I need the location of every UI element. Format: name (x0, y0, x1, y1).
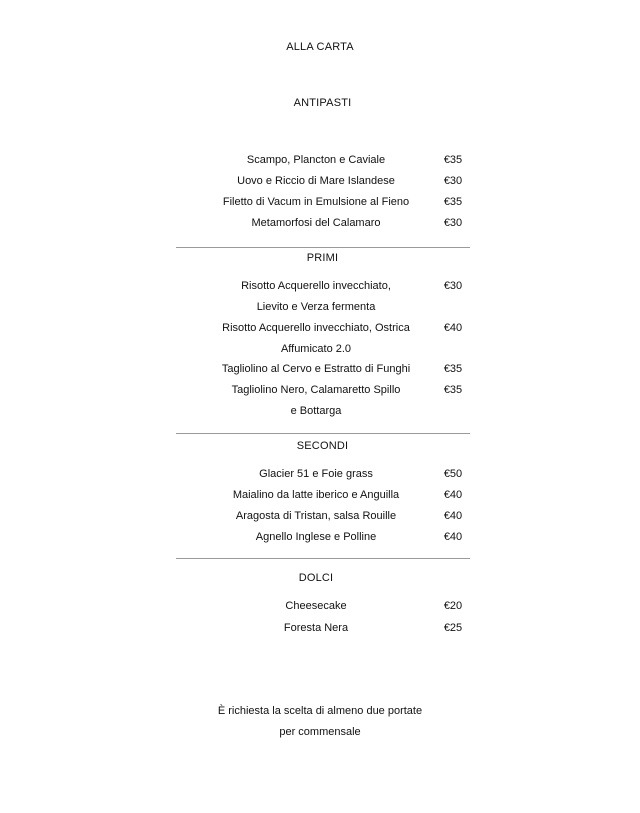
menu-item-name-cont: Lievito e Verza fermenta (256, 301, 376, 313)
menu-item-name: Uovo e Riccio di Mare Islandese (237, 175, 395, 187)
secondi-heading: SECONDI (296, 440, 349, 452)
menu-item-name: Scampo, Plancton e Caviale (246, 154, 386, 166)
section-divider (176, 433, 470, 434)
menu-item-price: €40 (443, 322, 463, 334)
footer-note: È richiesta la scelta di almeno due portate (217, 705, 423, 717)
menu-item-name: Glacier 51 e Foie grass (259, 468, 373, 480)
menu-item-name: Agnello Inglese e Polline (255, 531, 377, 543)
menu-title: ALLA CARTA (286, 41, 354, 53)
menu-item-price: €40 (443, 510, 463, 522)
menu-item-name-cont: e Bottarga (290, 405, 342, 417)
menu-item-name: Risotto Acquerello invecchiato, Ostrica (222, 322, 410, 334)
menu-item-name: Metamorfosi del Calamaro (251, 217, 381, 229)
menu-item-name: Filetto di Vacum in Emulsione al Fieno (222, 196, 410, 208)
menu-item-name: Cheesecake (285, 600, 347, 612)
menu-item-name: Maialino da latte iberico e Anguilla (232, 489, 400, 501)
menu-item-name: Risotto Acquerello invecchiato, (241, 280, 391, 292)
menu-item-price: €30 (443, 280, 463, 292)
menu-item-price: €35 (443, 196, 463, 208)
menu-item-name-cont: Affumicato 2.0 (280, 343, 352, 355)
menu-item-price: €40 (443, 531, 463, 543)
menu-item-price: €40 (443, 489, 463, 501)
menu-item-price: €50 (443, 468, 463, 480)
section-divider (176, 558, 470, 559)
section-divider (176, 247, 470, 248)
menu-item-price: €35 (443, 384, 463, 396)
footer-note-cont: per commensale (279, 726, 361, 738)
menu-item-price: €35 (443, 363, 463, 375)
menu-item-price: €25 (443, 622, 463, 634)
antipasti-heading: ANTIPASTI (293, 97, 352, 109)
primi-heading: PRIMI (306, 252, 339, 264)
menu-item-name: Tagliolino Nero, Calamaretto Spillo (231, 384, 401, 396)
menu-item-name: Tagliolino al Cervo e Estratto di Funghi (221, 363, 411, 375)
menu-item-price: €30 (443, 217, 463, 229)
menu-item-name: Foresta Nera (283, 622, 349, 634)
menu-item-price: €30 (443, 175, 463, 187)
dolci-heading: DOLCI (298, 572, 334, 584)
menu-item-price: €20 (443, 600, 463, 612)
menu-item-name: Aragosta di Tristan, salsa Rouille (235, 510, 397, 522)
menu-item-price: €35 (443, 154, 463, 166)
